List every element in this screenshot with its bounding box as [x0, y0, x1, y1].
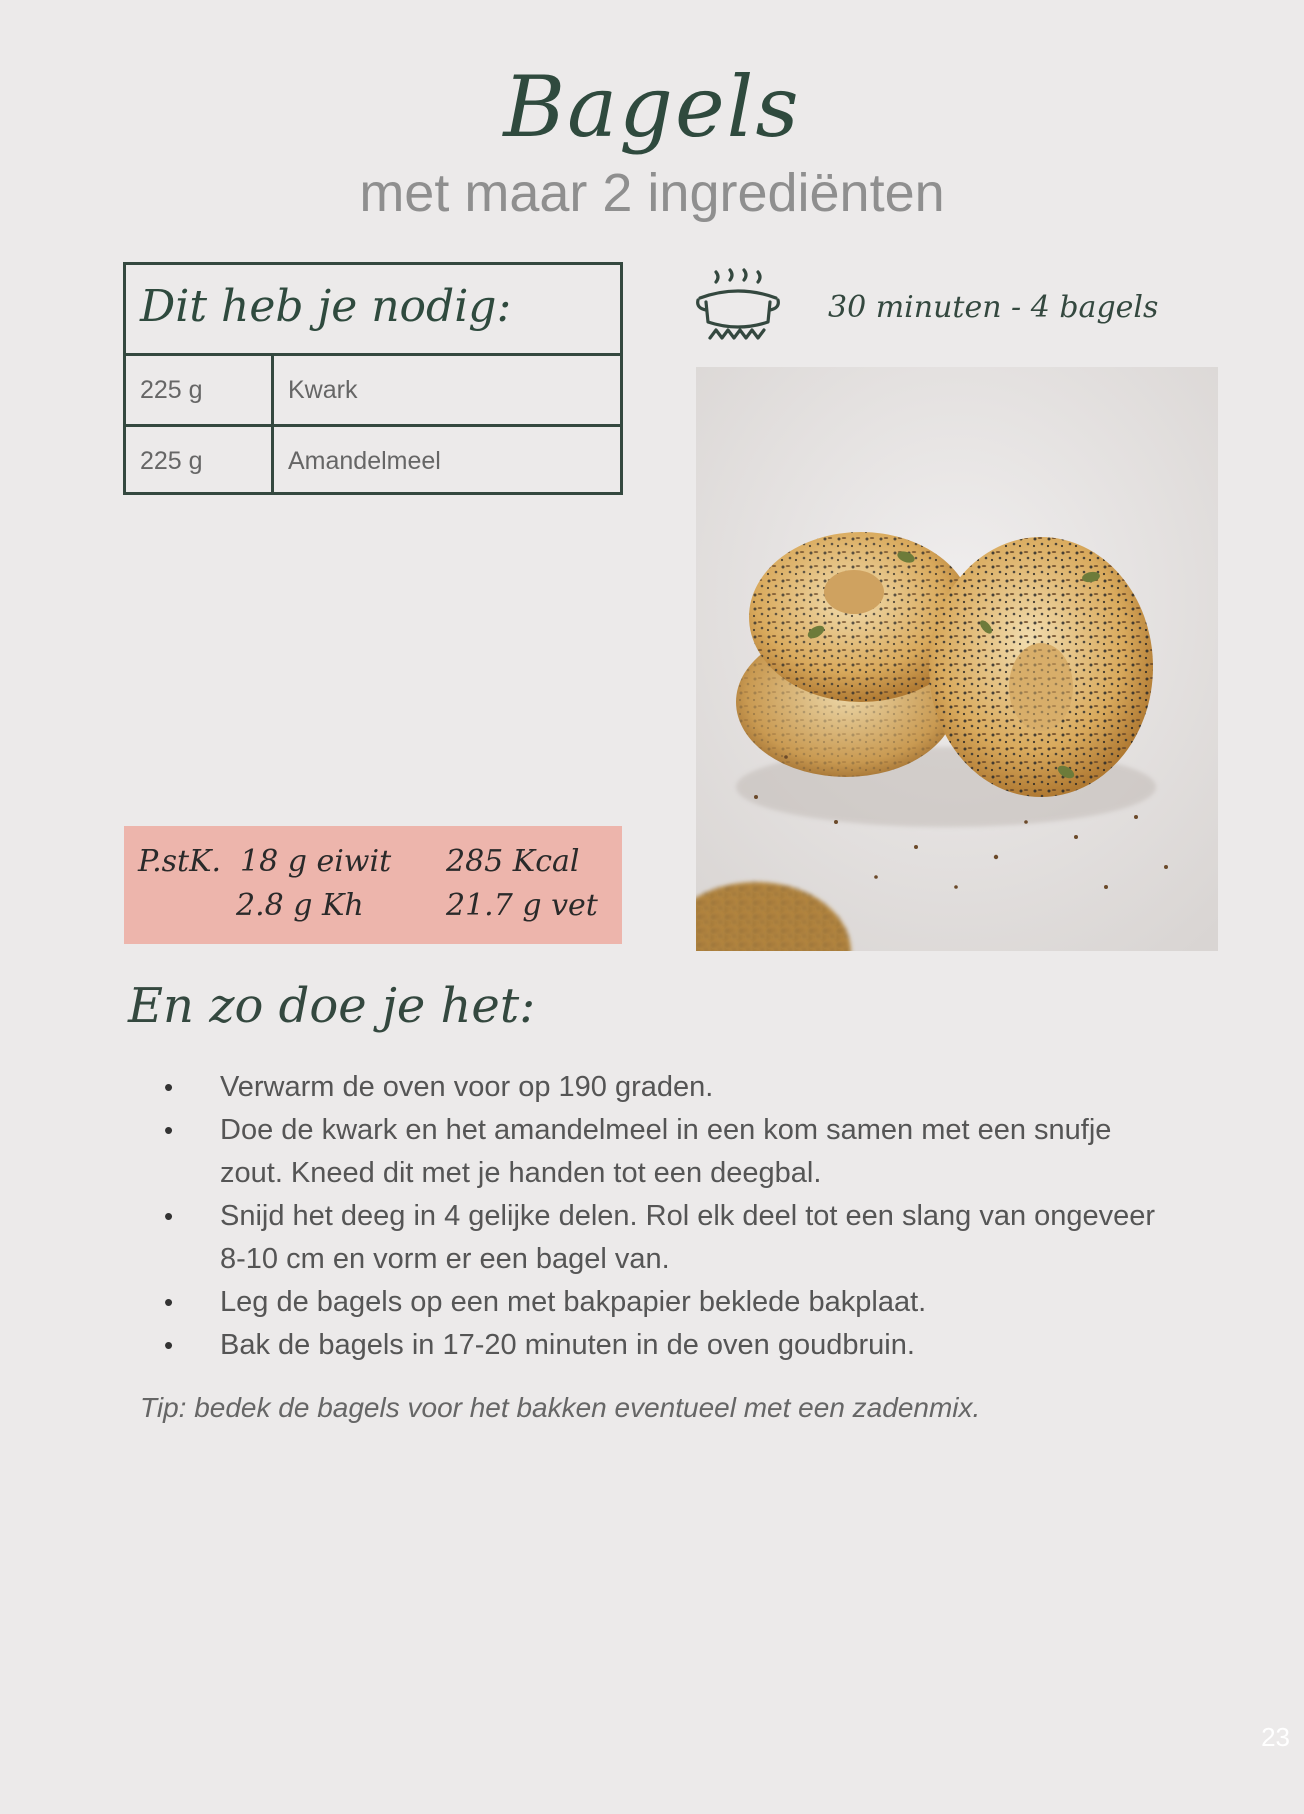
nutrition-carbs: 2.8 g Kh: [236, 888, 364, 923]
list-item: • Verwarm de oven voor op 190 graden.: [160, 1066, 1180, 1109]
list-item: • Leg de bagels op een met bakpapier beklede bakplaat.: [160, 1281, 1180, 1324]
ingredient-qty: 225 g: [126, 356, 274, 424]
page-number: 23: [1261, 1722, 1290, 1752]
ingredients-heading: Dit heb je nodig:: [126, 265, 620, 356]
ingredient-qty: 225 g: [126, 427, 274, 492]
recipe-title: Bagels: [503, 58, 801, 156]
recipe-subtitle: met maar 2 ingrediënten: [359, 163, 945, 223]
method-heading: En zo doe je het:: [128, 978, 536, 1034]
ingredient-name: Kwark: [288, 376, 358, 404]
list-item: • Snijd het deeg in 4 gelijke delen. Rol elk deel tot een slang van ongeveer 8-10 cm en vorm er een bagel van.: [160, 1195, 1180, 1281]
nutrition-per-piece: P.stK.: [138, 844, 222, 879]
ingredient-row: [126, 424, 620, 492]
method-steps: [160, 1066, 1180, 1367]
list-item: • Doe de kwark en het amandelmeel in een kom samen met een snufje zout. Kneed dit met je handen tot een deegbal.: [160, 1109, 1180, 1195]
time-servings: 30 minuten - 4 bagels: [828, 290, 1159, 325]
list-item: • Bak de bagels in 17-20 minuten in de oven goudbruin.: [160, 1324, 1180, 1367]
nutrition-box: [124, 826, 622, 944]
steaming-pot-icon: [694, 266, 782, 350]
nutrition-fat: 21.7 g vet: [446, 888, 598, 923]
ingredient-row: [126, 356, 620, 424]
ingredient-name: Amandelmeel: [288, 447, 441, 475]
nutrition-kcal: 285 Kcal: [446, 844, 580, 879]
tip-text: Tip: bedek de bagels voor het bakken eventueel met een zadenmix.: [140, 1392, 981, 1423]
ingredients-table: [123, 262, 623, 495]
nutrition-protein: 18 g eiwit: [240, 844, 392, 879]
bagels-photo: [696, 367, 1218, 951]
